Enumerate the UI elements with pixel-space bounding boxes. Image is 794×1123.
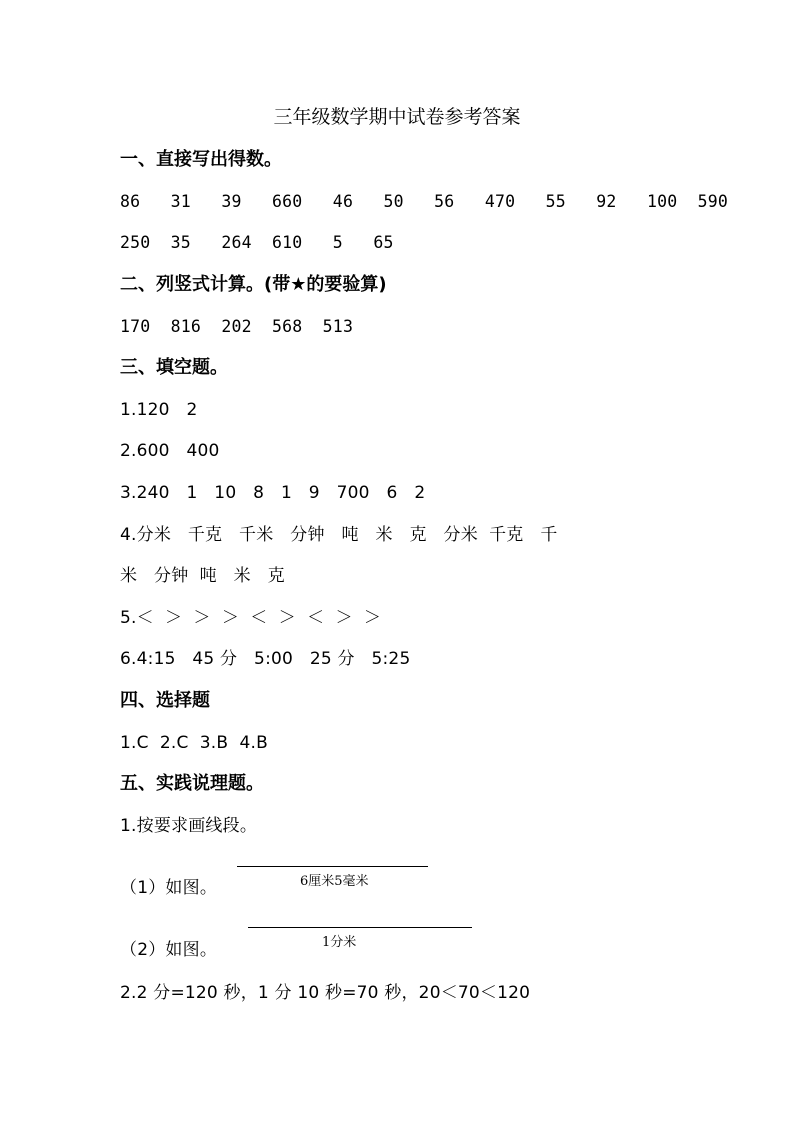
section-5-heading: 五、实践说理题。: [120, 773, 264, 794]
practice-item-1: 1.按要求画线段。: [120, 816, 258, 836]
page-title: 三年级数学期中试卷参考答案: [273, 106, 521, 128]
fill-blank-answer-6: 6.4:15 45 分 5:00 25 分 5:25: [120, 649, 411, 669]
fill-blank-answer-4: 4.分米 千克 千米 分钟 吨 米 克 分米 千克 千: [120, 525, 558, 545]
fill-blank-answer-1: 1.120 2: [120, 400, 198, 420]
section-4-heading: 四、选择题: [120, 690, 210, 711]
practice-item-1-sub-2: （2）如图。: [120, 940, 218, 960]
fill-blank-answer-5: 5.＜ ＞ ＞ ＞ ＜ ＞ ＜ ＞ ＞: [120, 608, 382, 628]
practice-item-1-sub-1: （1）如图。: [120, 878, 218, 898]
section-2-heading: 二、列竖式计算。(带★的要验算): [120, 274, 387, 295]
section-3-heading: 三、填空题。: [120, 357, 228, 378]
segment-6cm5mm: [237, 866, 428, 867]
section-1-answers-line-2: 250 35 264 610 5 65: [120, 233, 394, 252]
fill-blank-answer-2: 2.600 400: [120, 441, 220, 461]
section-2-answers: 170 816 202 568 513: [120, 317, 354, 336]
practice-item-2: 2.2 分=120 秒，1 分 10 秒=70 秒，20＜70＜120: [120, 983, 531, 1003]
segment-1dm-label: 1分米: [322, 935, 357, 950]
section-1-heading: 一、直接写出得数。: [120, 149, 282, 170]
section-4-answers: 1.C 2.C 3.B 4.B: [120, 733, 268, 753]
segment-1dm: [248, 927, 472, 928]
segment-6cm5mm-label: 6厘米5毫米: [300, 874, 369, 889]
fill-blank-answer-3: 3.240 1 10 8 1 9 700 6 2: [120, 483, 426, 503]
fill-blank-answer-4-continued: 米 分钟 吨 米 克: [120, 566, 285, 586]
section-1-answers-line-1: 86 31 39 660 46 50 56 470 55 92 100 590: [120, 192, 729, 211]
